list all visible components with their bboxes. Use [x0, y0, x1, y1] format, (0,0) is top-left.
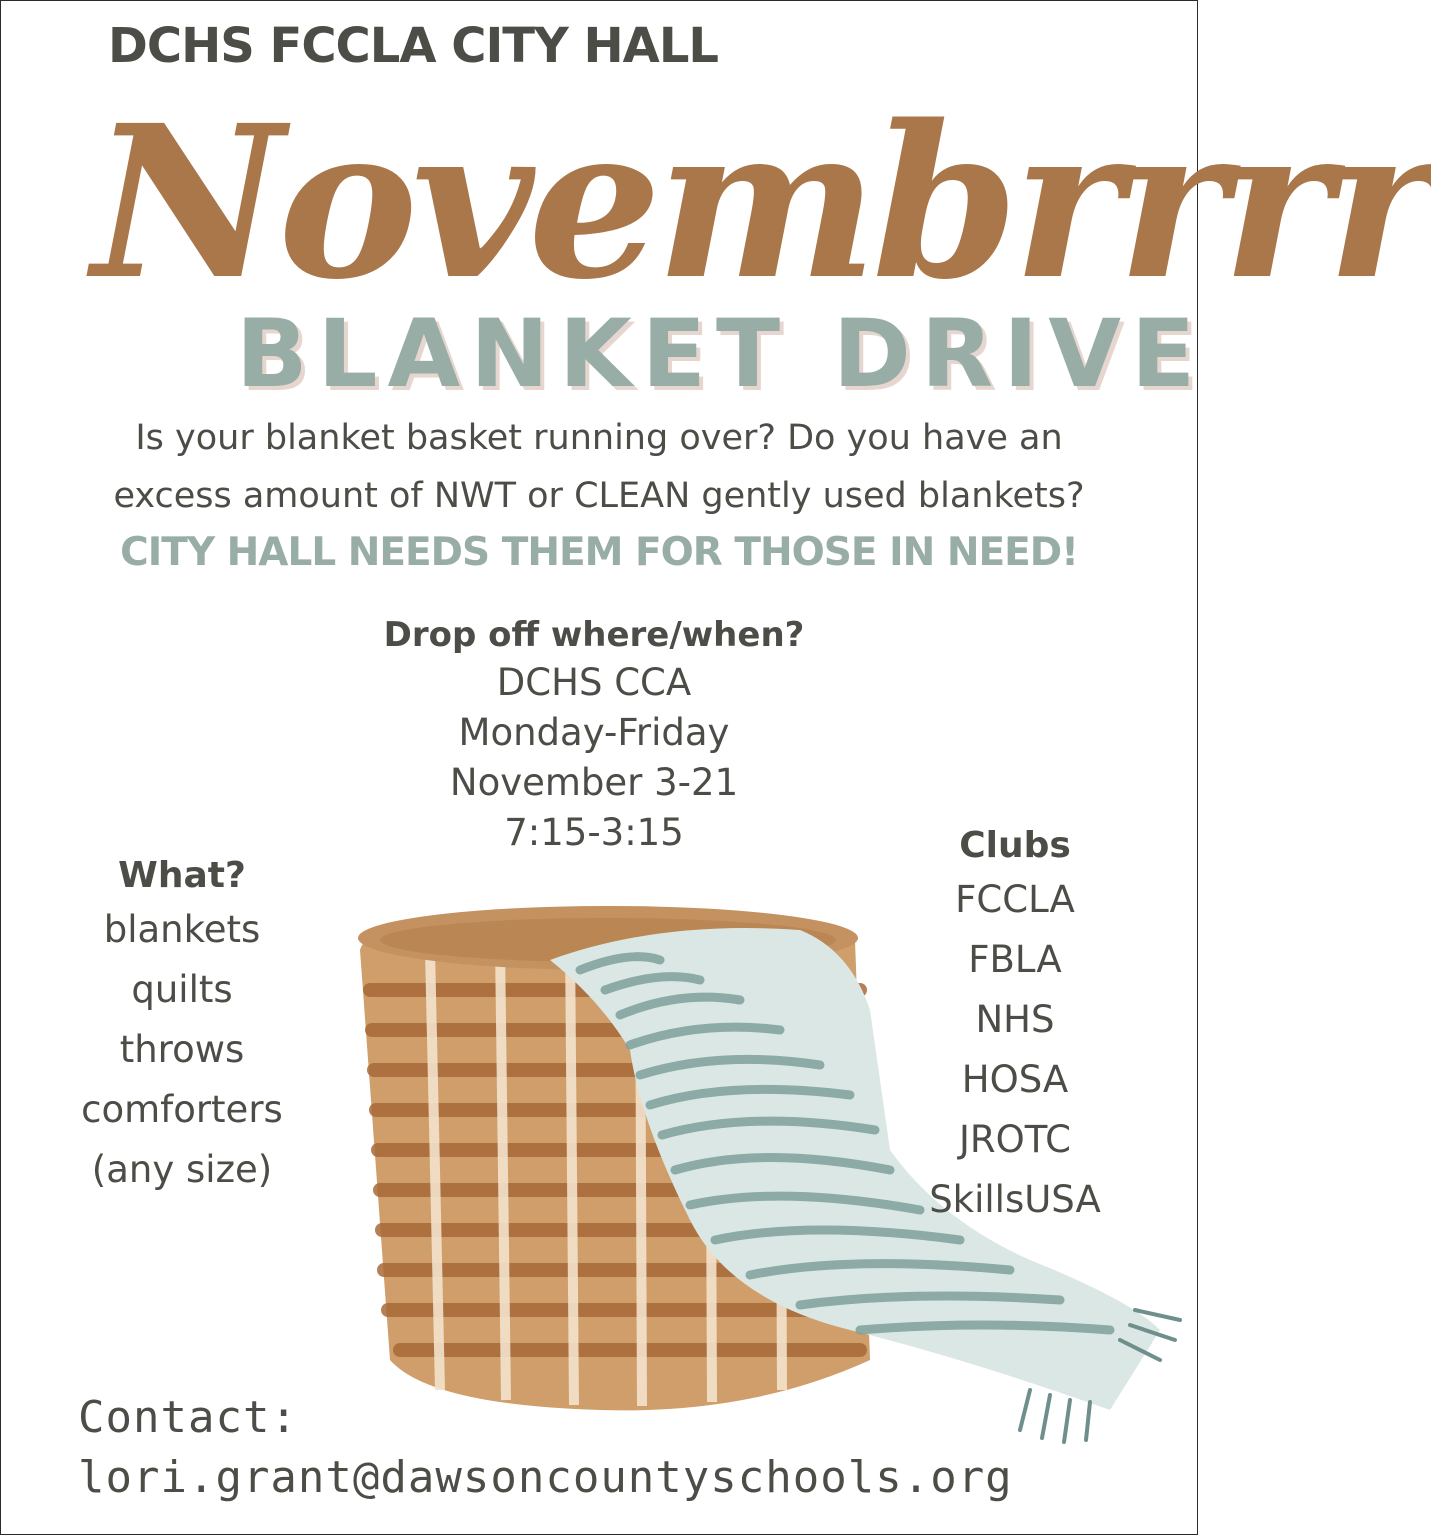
club-item: HOSA: [961, 1058, 1069, 1101]
org-heading: DCHS FCCLA CITY HALL: [108, 18, 718, 74]
what-item: blankets: [103, 908, 261, 951]
clubs-heading: Clubs: [959, 825, 1071, 866]
what-item: (any size): [91, 1148, 273, 1191]
club-item: NHS: [975, 998, 1055, 1041]
club-item: FBLA: [968, 938, 1062, 981]
contact-label: Contact:: [78, 1392, 298, 1443]
clubs-section: [912, 822, 1118, 1230]
dropoff-section: [344, 612, 844, 858]
callout-text: CITY HALL NEEDS THEM FOR THOSE IN NEED!: [120, 530, 1078, 575]
club-item: FCCLA: [955, 878, 1075, 921]
club-item: JROTC: [958, 1118, 1071, 1161]
intro-line-1: Is your blanket basket running over? Do you have an: [135, 418, 1063, 458]
intro-line-2: excess amount of NWT or CLEAN gently used blankets?: [113, 476, 1085, 516]
dropoff-dates: November 3-21: [449, 761, 739, 804]
what-item: comforters: [81, 1088, 283, 1131]
dropoff-days: Monday-Friday: [458, 711, 730, 754]
dropoff-heading: Drop off where/when?: [383, 615, 805, 655]
dropoff-location: DCHS CCA: [496, 661, 692, 704]
what-heading: What?: [118, 855, 246, 896]
script-title: Novembrrrr: [92, 79, 1431, 326]
dropoff-time: 7:15-3:15: [504, 811, 684, 854]
drive-title: BLANKET DRIVE: [236, 300, 1206, 409]
what-item: quilts: [131, 968, 233, 1011]
what-section: [62, 852, 302, 1200]
what-item: throws: [119, 1028, 245, 1071]
contact-email[interactable]: lori.grant@dawsoncountyschools.org: [78, 1452, 1013, 1503]
club-item: SkillsUSA: [929, 1178, 1101, 1221]
